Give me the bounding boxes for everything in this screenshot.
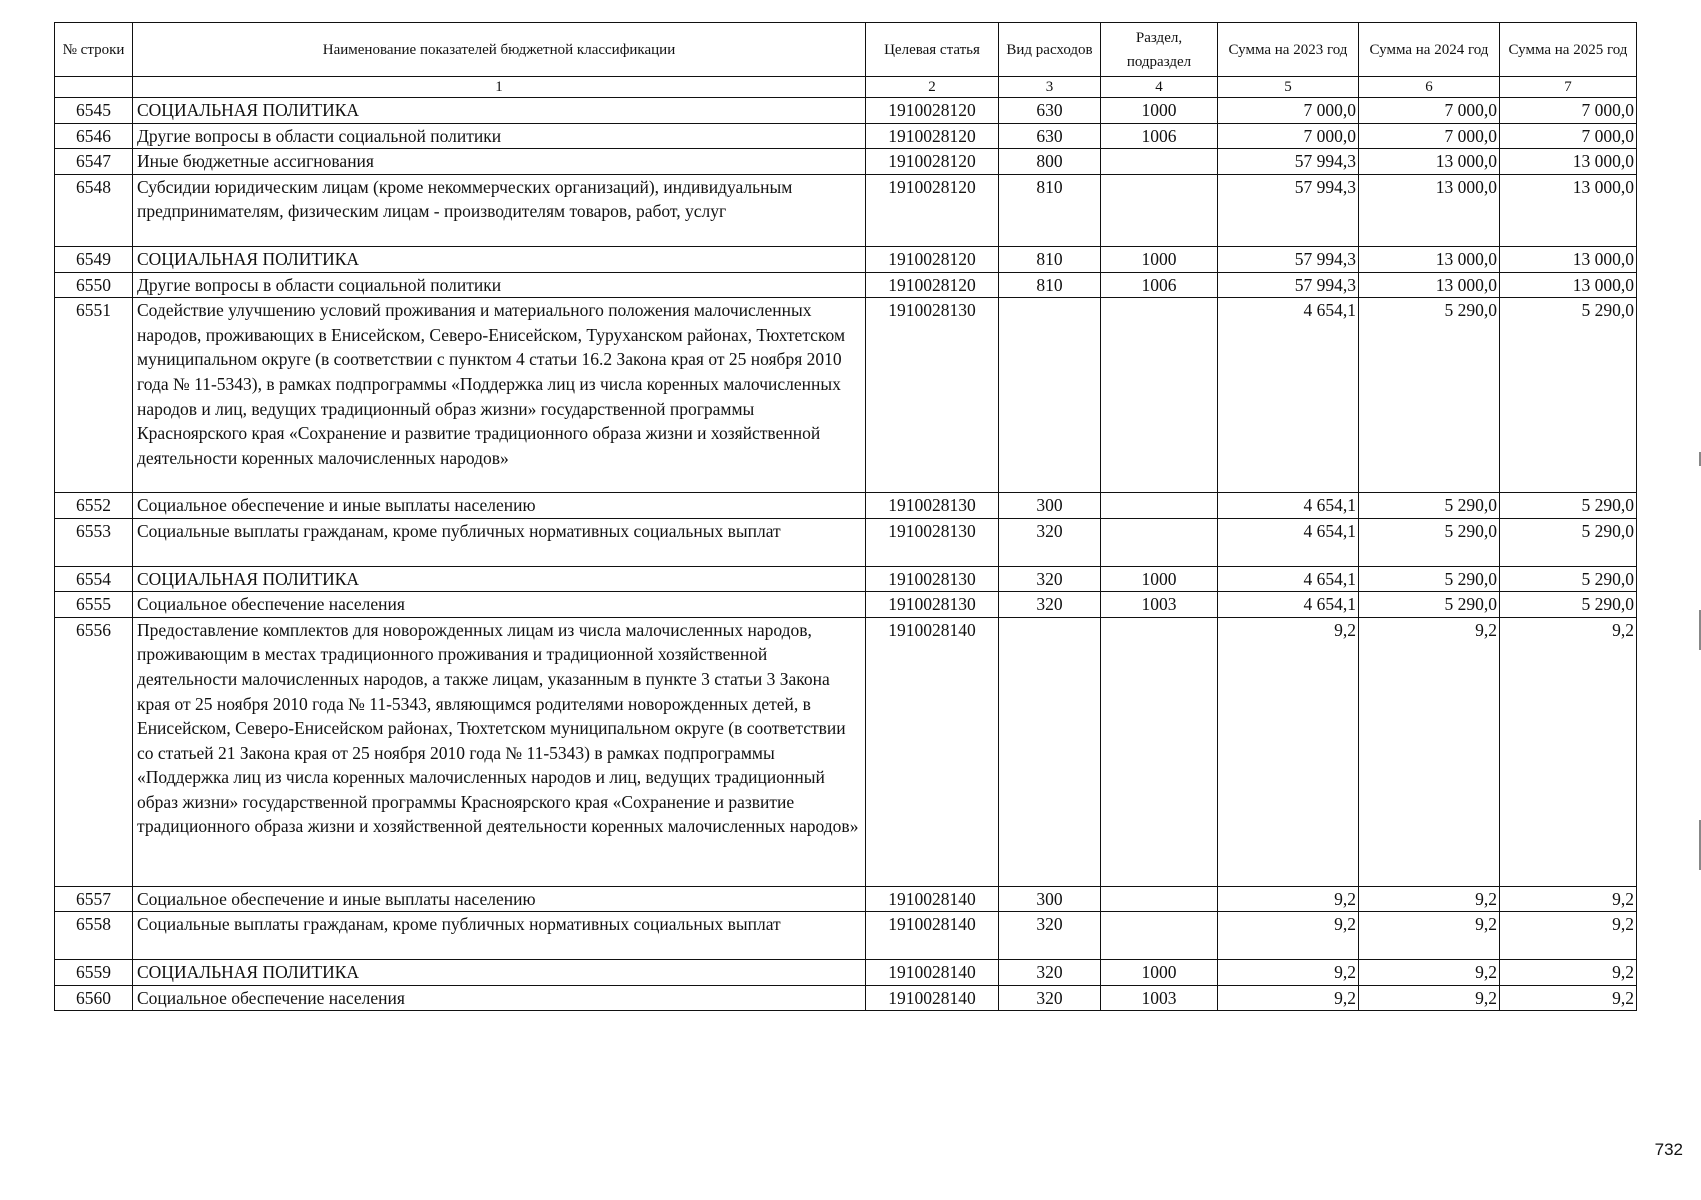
row-number-cell: 6551 <box>55 298 133 493</box>
sum-2025-cell: 13 000,0 <box>1500 149 1637 175</box>
budget-table-page <box>54 22 1637 1011</box>
column-number: 2 <box>866 77 999 98</box>
section-cell: 1006 <box>1101 272 1218 298</box>
target-article-cell: 1910028120 <box>866 246 999 272</box>
sum-2024-cell: 7 000,0 <box>1359 123 1500 149</box>
expense-kind-cell: 800 <box>999 149 1101 175</box>
target-article-cell: 1910028130 <box>866 518 999 566</box>
sum-2023-cell: 57 994,3 <box>1218 149 1359 175</box>
section-cell <box>1101 886 1218 912</box>
section-cell <box>1101 149 1218 175</box>
header-name: Наименование показателей бюджетной классификации <box>133 23 866 77</box>
sum-2025-cell: 5 290,0 <box>1500 566 1637 592</box>
expense-kind-cell <box>999 617 1101 886</box>
sum-2025-cell: 9,2 <box>1500 985 1637 1011</box>
header-target: Целевая статья <box>866 23 999 77</box>
indicator-name-cell: СОЦИАЛЬНАЯ ПОЛИТИКА <box>133 246 866 272</box>
table-row <box>55 959 1637 985</box>
sum-2025-cell: 13 000,0 <box>1500 246 1637 272</box>
expense-kind-cell: 320 <box>999 566 1101 592</box>
section-cell: 1000 <box>1101 566 1218 592</box>
sum-2024-cell: 13 000,0 <box>1359 174 1500 246</box>
header-section: Раздел, подраздел <box>1101 23 1218 77</box>
indicator-name-cell: Предоставление комплектов для новорожденных лицам из числа малочисленных народов, проживающим в местах традиционного проживания и традиционной хозяйственной деятельности малочисленных народов, а также лицам, указанным в пункте 3 статьи 3 Закона края от 25 ноября 2010 года № 11-5343, являющимся родителями новорожденных детей, в Енисейском, Северо-Енисейском районах, Тюхтетском муниципальном округе (в соответствии со статьей 21 Закона края от 25 ноября 2010 года № 11-5343) в рамках подпрограммы «Поддержка лиц из числа коренных малочисленных народов и лиц, ведущих традиционный образ жизни» государственной программы Красноярского края «Сохранение и развитие традиционного образа жизни и хозяйственной деятельности коренных малочисленных народов» <box>133 617 866 886</box>
sum-2023-cell: 9,2 <box>1218 985 1359 1011</box>
page-number: 732 <box>1654 1140 1683 1159</box>
table-row <box>55 518 1637 566</box>
sum-2024-cell: 13 000,0 <box>1359 272 1500 298</box>
row-number-cell: 6546 <box>55 123 133 149</box>
column-number: 5 <box>1218 77 1359 98</box>
indicator-name-cell: Иные бюджетные ассигнования <box>133 149 866 175</box>
expense-kind-cell <box>999 298 1101 493</box>
expense-kind-cell: 300 <box>999 493 1101 519</box>
row-number-cell: 6560 <box>55 985 133 1011</box>
sum-2023-cell: 9,2 <box>1218 886 1359 912</box>
section-cell: 1003 <box>1101 985 1218 1011</box>
row-number-cell: 6548 <box>55 174 133 246</box>
indicator-name-cell: Социальные выплаты гражданам, кроме публичных нормативных социальных выплат <box>133 518 866 566</box>
sum-2024-cell: 5 290,0 <box>1359 298 1500 493</box>
sum-2025-cell: 5 290,0 <box>1500 518 1637 566</box>
row-number-cell: 6554 <box>55 566 133 592</box>
indicator-name-cell: Другие вопросы в области социальной политики <box>133 272 866 298</box>
table-row <box>55 272 1637 298</box>
sum-2023-cell: 9,2 <box>1218 912 1359 960</box>
sum-2023-cell: 57 994,3 <box>1218 174 1359 246</box>
header-sum-2024: Сумма на 2024 год <box>1359 23 1500 77</box>
target-article-cell: 1910028140 <box>866 617 999 886</box>
table-row <box>55 123 1637 149</box>
target-article-cell: 1910028120 <box>866 272 999 298</box>
table-row <box>55 149 1637 175</box>
table-row <box>55 912 1637 960</box>
target-article-cell: 1910028120 <box>866 98 999 124</box>
row-number-cell: 6545 <box>55 98 133 124</box>
column-number: 1 <box>133 77 866 98</box>
table-header <box>55 23 1637 98</box>
sum-2023-cell: 57 994,3 <box>1218 246 1359 272</box>
table-row <box>55 985 1637 1011</box>
sum-2023-cell: 9,2 <box>1218 617 1359 886</box>
expense-kind-cell: 320 <box>999 985 1101 1011</box>
section-cell: 1003 <box>1101 592 1218 618</box>
header-sum-2023: Сумма на 2023 год <box>1218 23 1359 77</box>
section-cell: 1000 <box>1101 98 1218 124</box>
sum-2024-cell: 5 290,0 <box>1359 518 1500 566</box>
column-number-row <box>55 77 1637 98</box>
sum-2023-cell: 7 000,0 <box>1218 98 1359 124</box>
expense-kind-cell: 630 <box>999 98 1101 124</box>
target-article-cell: 1910028130 <box>866 298 999 493</box>
row-number-cell: 6555 <box>55 592 133 618</box>
expense-kind-cell: 630 <box>999 123 1101 149</box>
section-cell <box>1101 493 1218 519</box>
sum-2024-cell: 9,2 <box>1359 617 1500 886</box>
indicator-name-cell: Социальные выплаты гражданам, кроме публичных нормативных социальных выплат <box>133 912 866 960</box>
sum-2025-cell: 7 000,0 <box>1500 98 1637 124</box>
section-cell <box>1101 174 1218 246</box>
table-row <box>55 98 1637 124</box>
table-row <box>55 566 1637 592</box>
section-cell: 1006 <box>1101 123 1218 149</box>
section-cell: 1000 <box>1101 246 1218 272</box>
indicator-name-cell: СОЦИАЛЬНАЯ ПОЛИТИКА <box>133 566 866 592</box>
expense-kind-cell: 320 <box>999 959 1101 985</box>
target-article-cell: 1910028130 <box>866 592 999 618</box>
sum-2025-cell: 9,2 <box>1500 617 1637 886</box>
column-number: 4 <box>1101 77 1218 98</box>
indicator-name-cell: Содействие улучшению условий проживания и материального положения малочисленных народов, проживающих в Енисейском, Северо-Енисейском, Туруханском районах, Тюхтетском муниципальном округе (в соответствии с пунктом 4 статьи 16.2 Закона края от 25 ноября 2010 года № 11-5343), в рамках подпрограммы «Поддержка лиц из числа коренных малочисленных народов и лиц, ведущих традиционный образ жизни» государственной программы Красноярского края «Сохранение и развитие традиционного образа жизни и хозяйственной деятельности коренных малочисленных народов» <box>133 298 866 493</box>
indicator-name-cell: Социальное обеспечение населения <box>133 592 866 618</box>
table-row <box>55 246 1637 272</box>
indicator-name-cell: Субсидии юридическим лицам (кроме некоммерческих организаций), индивидуальным предпринимателям, физическим лицам - производителям товаров, работ, услуг <box>133 174 866 246</box>
sum-2024-cell: 9,2 <box>1359 985 1500 1011</box>
indicator-name-cell: СОЦИАЛЬНАЯ ПОЛИТИКА <box>133 959 866 985</box>
table-row <box>55 617 1637 886</box>
target-article-cell: 1910028120 <box>866 174 999 246</box>
header-kind: Вид расходов <box>999 23 1101 77</box>
budget-table <box>54 22 1637 1011</box>
target-article-cell: 1910028140 <box>866 912 999 960</box>
section-cell <box>1101 298 1218 493</box>
expense-kind-cell: 320 <box>999 518 1101 566</box>
row-number-cell: 6552 <box>55 493 133 519</box>
table-row <box>55 886 1637 912</box>
expense-kind-cell: 320 <box>999 912 1101 960</box>
target-article-cell: 1910028140 <box>866 959 999 985</box>
indicator-name-cell: Другие вопросы в области социальной политики <box>133 123 866 149</box>
sum-2024-cell: 13 000,0 <box>1359 246 1500 272</box>
expense-kind-cell: 300 <box>999 886 1101 912</box>
sum-2023-cell: 57 994,3 <box>1218 272 1359 298</box>
indicator-name-cell: СОЦИАЛЬНАЯ ПОЛИТИКА <box>133 98 866 124</box>
row-number-cell: 6549 <box>55 246 133 272</box>
section-cell <box>1101 518 1218 566</box>
expense-kind-cell: 810 <box>999 272 1101 298</box>
sum-2023-cell: 9,2 <box>1218 959 1359 985</box>
target-article-cell: 1910028140 <box>866 886 999 912</box>
row-number-cell: 6559 <box>55 959 133 985</box>
sum-2025-cell: 5 290,0 <box>1500 592 1637 618</box>
expense-kind-cell: 810 <box>999 246 1101 272</box>
column-number: 7 <box>1500 77 1637 98</box>
sum-2025-cell: 9,2 <box>1500 912 1637 960</box>
section-cell <box>1101 617 1218 886</box>
sum-2025-cell: 7 000,0 <box>1500 123 1637 149</box>
sum-2023-cell: 7 000,0 <box>1218 123 1359 149</box>
table-row <box>55 493 1637 519</box>
section-cell: 1000 <box>1101 959 1218 985</box>
sum-2024-cell: 9,2 <box>1359 886 1500 912</box>
sum-2024-cell: 9,2 <box>1359 959 1500 985</box>
expense-kind-cell: 320 <box>999 592 1101 618</box>
header-sum-2025: Сумма на 2025 год <box>1500 23 1637 77</box>
indicator-name-cell: Социальное обеспечение и иные выплаты населению <box>133 493 866 519</box>
sum-2023-cell: 4 654,1 <box>1218 592 1359 618</box>
sum-2024-cell: 5 290,0 <box>1359 493 1500 519</box>
sum-2023-cell: 4 654,1 <box>1218 493 1359 519</box>
row-number-cell: 6547 <box>55 149 133 175</box>
target-article-cell: 1910028130 <box>866 493 999 519</box>
sum-2025-cell: 5 290,0 <box>1500 298 1637 493</box>
indicator-name-cell: Социальное обеспечение населения <box>133 985 866 1011</box>
section-cell <box>1101 912 1218 960</box>
target-article-cell: 1910028120 <box>866 123 999 149</box>
target-article-cell: 1910028130 <box>866 566 999 592</box>
indicator-name-cell: Социальное обеспечение и иные выплаты населению <box>133 886 866 912</box>
sum-2023-cell: 4 654,1 <box>1218 298 1359 493</box>
sum-2024-cell: 5 290,0 <box>1359 592 1500 618</box>
sum-2024-cell: 9,2 <box>1359 912 1500 960</box>
sum-2025-cell: 9,2 <box>1500 886 1637 912</box>
row-number-cell: 6558 <box>55 912 133 960</box>
table-row <box>55 174 1637 246</box>
column-number: 3 <box>999 77 1101 98</box>
sum-2023-cell: 4 654,1 <box>1218 566 1359 592</box>
header-row-no: № строки <box>55 23 133 77</box>
row-number-cell: 6557 <box>55 886 133 912</box>
table-body <box>55 98 1637 1011</box>
table-row <box>55 592 1637 618</box>
sum-2023-cell: 4 654,1 <box>1218 518 1359 566</box>
row-number-cell: 6553 <box>55 518 133 566</box>
row-number-cell: 6550 <box>55 272 133 298</box>
sum-2025-cell: 9,2 <box>1500 959 1637 985</box>
row-number-cell: 6556 <box>55 617 133 886</box>
table-row <box>55 298 1637 493</box>
target-article-cell: 1910028140 <box>866 985 999 1011</box>
sum-2025-cell: 13 000,0 <box>1500 272 1637 298</box>
expense-kind-cell: 810 <box>999 174 1101 246</box>
column-number: 6 <box>1359 77 1500 98</box>
column-number <box>55 77 133 98</box>
sum-2025-cell: 13 000,0 <box>1500 174 1637 246</box>
sum-2025-cell: 5 290,0 <box>1500 493 1637 519</box>
sum-2024-cell: 7 000,0 <box>1359 98 1500 124</box>
sum-2024-cell: 5 290,0 <box>1359 566 1500 592</box>
target-article-cell: 1910028120 <box>866 149 999 175</box>
sum-2024-cell: 13 000,0 <box>1359 149 1500 175</box>
